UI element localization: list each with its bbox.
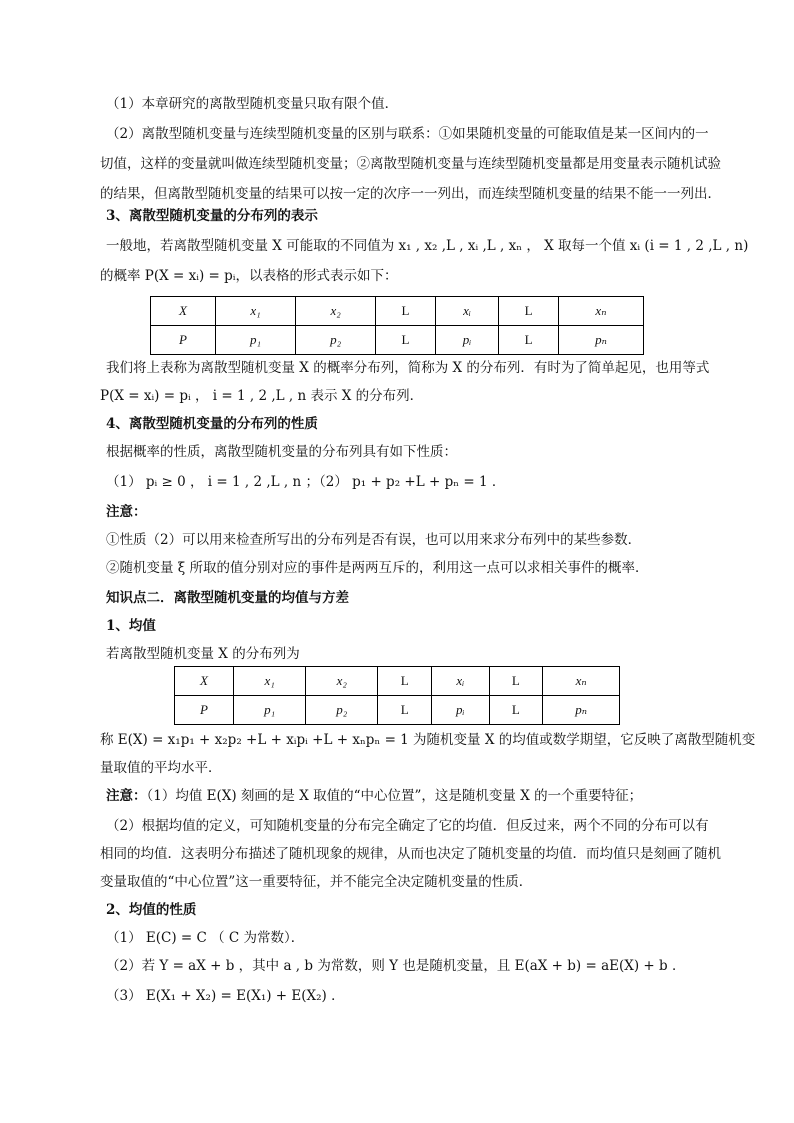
table-row [175, 667, 620, 696]
paragraph-note-distribution-2: 相同的均值．这表明分布描述了随机现象的规律，从而也决定了随机变量的均值．而均值只是刻画了随机 [100, 846, 721, 862]
table-cell: xᵢ [435, 297, 499, 326]
table-cell: p₂ [296, 326, 376, 355]
paragraph-mean-intro: 若离散型随机变量 X 的分布列为 [106, 646, 300, 662]
table-cell: X [151, 297, 216, 326]
table-row [151, 326, 644, 355]
table-cell: x₁ [216, 297, 296, 326]
table-cell: L [499, 297, 559, 326]
paragraph-note-distribution-1: （2）根据均值的定义，可知随机变量的分布完全确定了它的均值．但反过来，两个不同的分布可以有 [106, 818, 709, 834]
table-cell: L [378, 696, 432, 725]
table-cell: pₙ [543, 696, 620, 725]
table-cell: p₁ [234, 696, 306, 725]
paragraph-note-center [106, 786, 736, 806]
table-cell: P [151, 326, 216, 355]
note-item-1: ①性质（2）可以用来检查所写出的分布列是否有误，也可以用来求分布列中的某些参数． [106, 532, 642, 548]
note-center-text: （1）均值 E(X) 刻画的是 X 取值的“中心位置”，这是随机变量 X 的一个重要特征； [146, 788, 643, 804]
table-cell: L [376, 326, 436, 355]
table-cell: pₙ [558, 326, 643, 355]
table-cell: pᵢ [435, 326, 499, 355]
paragraph-difference-1: （2）离散型随机变量与连续型随机变量的区别与联系：①如果随机变量的可能取值是某一区间内的一 [106, 126, 709, 142]
table-cell: p₁ [216, 326, 296, 355]
paragraph-note-distribution-3: 变量取值的“中心位置”这一重要特征，并不能完全决定随机变量的性质． [100, 874, 533, 890]
property-additive: （3） E(X₁ + X₂) = E(X₁) + E(X₂) ． [106, 988, 345, 1004]
paragraph-distribution-equation: P(X = xᵢ) = pᵢ ， i = 1 , 2 ,L , n 表示 X 的分布列． [100, 388, 424, 404]
paragraph-finite-values: （1）本章研究的离散型随机变量只取有限个值． [106, 96, 399, 112]
table-cell: x₂ [296, 297, 376, 326]
table-row [151, 297, 644, 326]
heading-mean-properties: 2、均值的性质 [106, 902, 197, 918]
table-cell: x₁ [234, 667, 306, 696]
heading-mean: 1、均值 [106, 618, 156, 634]
note-label-2: 注意： [106, 788, 147, 804]
table-cell: P [175, 696, 234, 725]
paragraph-difference-2: 切值，这样的变量就叫做连续型随机变量；②离散型随机变量与连续型随机变量都是用变量表示随机试验 [100, 156, 721, 172]
table-cell: L [378, 667, 432, 696]
heading-distribution-properties: 4、离散型随机变量的分布列的性质 [106, 416, 318, 432]
note-label-1: 注意： [106, 504, 147, 520]
table-cell: pᵢ [432, 696, 489, 725]
table-cell: xₙ [558, 297, 643, 326]
paragraph-distribution-name: 我们将上表称为离散型随机变量 X 的概率分布列，简称为 X 的分布列．有时为了简单起见，也用等式 [106, 360, 710, 376]
distribution-table-2 [174, 666, 620, 725]
paragraph-properties-list: （1） pᵢ ≥ 0 ， i = 1 , 2 ,L , n ；（2） p₁ + p₂ +L + pₙ = 1 ． [106, 474, 506, 490]
paragraph-general-definition: 一般地，若离散型随机变量 X 可能取的不同值为 x₁ , x₂ ,L , xᵢ ,L , xₙ ， X 取每一个值 xᵢ (i = 1 , 2 ,L , n) [106, 238, 749, 254]
heading-knowledge-point-2: 知识点二．离散型随机变量的均值与方差 [106, 590, 349, 606]
property-linear: （2）若 Y = aX + b ，其中 a , b 为常数，则 Y 也是随机变量，且 E(aX + b) = aE(X) + b ． [106, 958, 686, 974]
table-cell: p₂ [306, 696, 378, 725]
table-cell: L [499, 326, 559, 355]
property-constant: （1） E(C) = C （ C 为常数）． [106, 930, 305, 946]
table-row [175, 696, 620, 725]
table-cell: xᵢ [432, 667, 489, 696]
table-cell: L [489, 696, 543, 725]
table-cell: X [175, 667, 234, 696]
table-cell: xₙ [543, 667, 620, 696]
paragraph-expectation-definition: 称 E(X) = x₁p₁ + x₂p₂ +L + xᵢpᵢ +L + xₙpₙ = 1 为随机变量 X 的均值或数学期望，它反映了离散型随机变 [100, 732, 756, 748]
distribution-table-1 [150, 296, 644, 355]
table-cell: x₂ [306, 667, 378, 696]
heading-distribution-representation: 3、离散型随机变量的分布列的表示 [106, 208, 318, 224]
table-cell: L [376, 297, 436, 326]
paragraph-probability-table-intro: 的概率 P(X = xᵢ) = pᵢ，以表格的形式表示如下： [100, 268, 398, 284]
paragraph-difference-3: 的结果，但离散型随机变量的结果可以按一定的次序一一列出，而连续型随机变量的结果不能一一列出． [100, 186, 721, 202]
table-cell: L [489, 667, 543, 696]
paragraph-properties-intro: 根据概率的性质，离散型随机变量的分布列具有如下性质： [106, 444, 457, 460]
note-item-2: ②随机变量 ξ 所取的值分别对应的事件是两两互斥的，利用这一点可以求相关事件的概率． [106, 560, 649, 576]
paragraph-expectation-meaning: 量取值的平均水平． [100, 760, 222, 776]
